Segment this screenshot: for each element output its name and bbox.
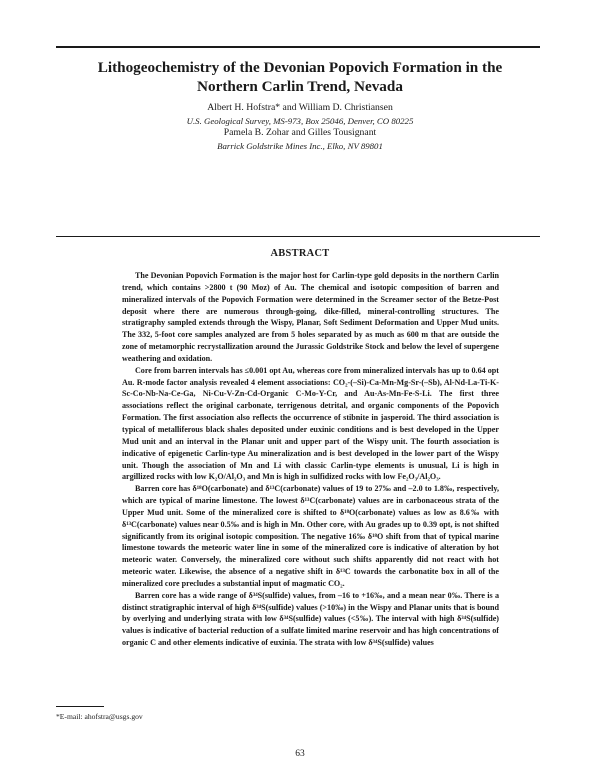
page-number: 63 [295, 749, 305, 759]
affiliation-usgs: U.S. Geological Survey, MS-973, Box 25046, Denver, CO 80225 [186, 115, 414, 126]
authors-barrick: Pamela B. Zohar and Gilles Tousignant [223, 127, 377, 138]
abstract-paragraph-3: Barren core has δ¹⁸O(carbonate) and δ¹³C(carbonate) values of 19 to 27‰ and –2.0 to 1.8‰, respectively, which are typical of marine limestone. The lowest δ¹³C(carbonate) values are in carbonaceous strata of the Upper Mud unit. Some of the mineralized core is shifted to δ¹⁸O(carbonate) values as low as 8.6‰ with δ¹³C(carbonate) values near 0.5‰ and is high in Mn. Other core, with Au grades up to 0.39 opt, is not shifted significantly from its original isotopic composition. The negative 16‰ δ¹⁸O shift from that of typical marine limestone towards the meteoric water line in some of the mineralized core is indicative of alteration by hot meteoric water. Conversely, the mineralized core without such shifts apparently did not react with hot meteoric water. Likewise, the absence of a negative shift in δ¹³C towards the carbonatite box in all of the mineralized core precludes a substantial input of magmatic CO₂. [122, 484, 499, 588]
title-line-2: Northern Carlin Trend, Nevada [197, 78, 403, 95]
abstract-paragraph-1: The Devonian Popovich Formation is the major host for Carlin-type gold deposits in the northern Carlin trend, which contains >2800 t (90 Moz) of Au. The chemical and isotopic composition of barren and mineralized intervals of the Popovich Formation were determined in the Screamer sector of the Betze-Post deposit where there are numerous through-going, dike-filled, mineral-controlling structures. The stratigraphy sampled extends through the Wispy, Planar, Soft Sediment Deformation and Upper Mud units. The 332, 5-foot core samples analyzed are from 5 holes separated by as much as 600 m that are outside the zone of metamorphic recrystallization around the Jurassic Goldstrike Stock and below the level of supergene weathering and oxidation. [122, 271, 499, 363]
affiliation-barrick: Barrick Goldstrike Mines Inc., Elko, NV 89801 [217, 140, 383, 151]
authors-usgs: Albert H. Hofstra* and William D. Christiansen [207, 102, 393, 113]
section-rule [56, 236, 540, 237]
footnote-email: *E-mail: ahofstra@usgs.gov [56, 712, 143, 721]
abstract-paragraph-2: Core from barren intervals has ≤0.001 opt Au, whereas core from mineralized intervals has up to 0.64 opt Au. R-mode factor analysis revealed 4 element associations: CO₂-(–Si)-Ca-Mn-Mg-Sr-(–Sb), Al-Nd-La-Ti-K-Sc-Co-Nb-Na-Ce-Ga, Ni-Cu-V-Zn-Cd-Organic C-Mo-Y-Cr, and Au-As-Mn-Fe-S-Li. The first three associations reflect the original carbonate, terrigenous detrital, and organic components of the Popovich Formation. The first association also reflects the occurrence of stibnite in jasperoid. The third association is typical of metalliferous black shales deposited under euxinic conditions and is best developed in the Upper Mud unit and an interval in the Planar unit and upper part of the Wispy unit. The fourth association is indicative of epigenetic Carlin-type Au mineralization and is best developed in the lower part of the Wispy unit. Though the association of Mn and Li with classic Carlin-type elements is unusual, Li is high in argillized rocks with low K₂O/Al₂O₃ and Mn is high in sulfidized rocks with low Fe₂O₃/Al₂O₃. [122, 365, 499, 482]
author-block [40, 102, 560, 152]
footnote-rule [56, 706, 104, 707]
abstract-heading: ABSTRACT [270, 248, 330, 259]
abstract-paragraph-4: Barren core has a wide range of δ³⁴S(sulfide) values, from –16 to +16‰, and a mean near 0‰. There is a distinct stratigraphic interval of high δ³⁴S(sulfide) values (>10‰) in the Wispy and Planar units that is bound by overlying and underlying strata with low δ³⁴S(sulfide) values (<5‰). The interval with high δ³⁴S(sulfide) values is indicative of bacterial reduction of a sulfate limited marine reservoir and has high concentrations of organic C and other elements indicative of euxinia. The strata with low δ³⁴S(sulfide) values [122, 590, 499, 648]
abstract-body [122, 270, 499, 649]
paper-title [40, 58, 560, 96]
top-rule [56, 46, 540, 48]
title-line-1: Lithogeochemistry of the Devonian Popovich Formation in the [97, 59, 503, 76]
